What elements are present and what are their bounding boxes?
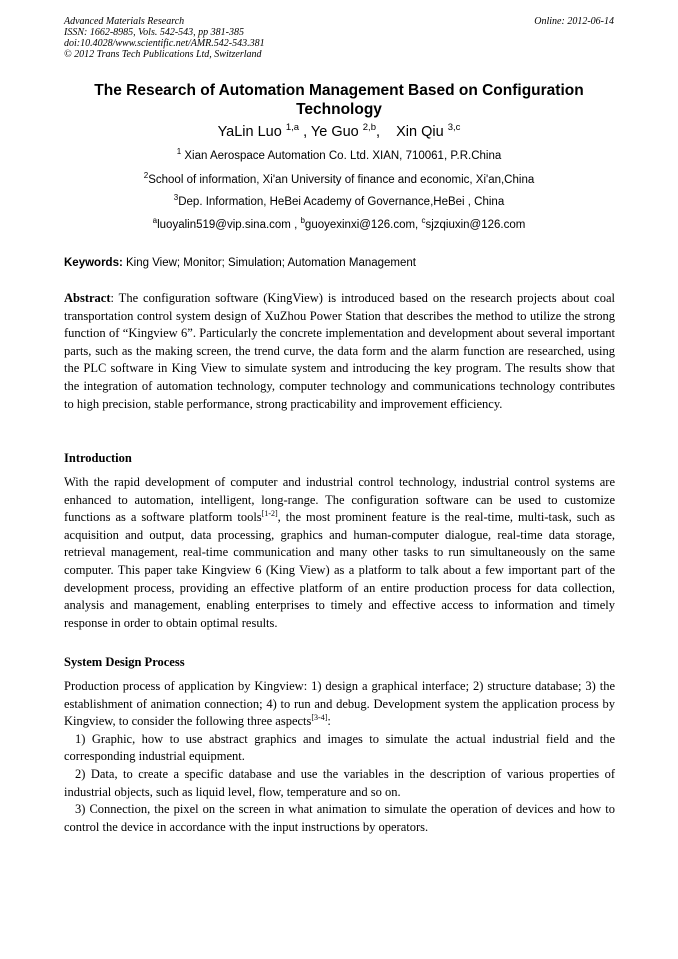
author-name: Ye Guo bbox=[310, 124, 359, 140]
abstract bbox=[64, 290, 615, 413]
affiliation-text: School of information, Xi'an University of finance and economic, Xi'an,China bbox=[148, 174, 535, 186]
system-design-body bbox=[64, 678, 615, 836]
author-name: YaLin Luo bbox=[217, 124, 282, 140]
email-b[interactable]: guoyexinxi@126.com, bbox=[304, 219, 422, 231]
list-item: 3) Connection, the pixel on the screen in what animation to simulate the operation of devices and how to control the device in accordance with the input instructions by operators. bbox=[64, 802, 615, 834]
email-c[interactable]: sjzqiuxin@126.com bbox=[425, 219, 526, 231]
list-item: 2) Data, to create a specific database and use the variables in the description of various properties of industrial objects, such as liquid level, flow, temperature and so on. bbox=[64, 766, 615, 799]
intro-text-b: , the most prominent feature is the real-time, multi-task, such as acquisition and output, data processing, graphics and human-computer dialogue, real-time data storage, retrieval management, real-time communication and many other tasks to run simultaneously on the same computer. This paper take Kingview 6 (King View) as a platform to talk about a few important part of the development process, providing an effective platform of an entire production process for data collection, analysis and management, enabling enterprises to timely and effective access to information and timely response in order to obtain optimal results. bbox=[64, 510, 616, 630]
copyright-line: © 2012 Trans Tech Publications Ltd, Switzerland bbox=[64, 49, 262, 60]
keywords-text: King View; Monitor; Simulation; Automation Management bbox=[122, 257, 416, 269]
author-affil-sup: 2,b bbox=[362, 122, 376, 134]
introduction-body bbox=[64, 474, 615, 632]
author-name: Xin Qiu bbox=[396, 124, 444, 140]
author-affil-sup: 1,a bbox=[285, 122, 300, 134]
affiliation-sup: 1 bbox=[176, 147, 182, 157]
citation[interactable]: [3-4] bbox=[311, 713, 328, 723]
affiliation-sup: 3 bbox=[173, 193, 179, 203]
affiliation-3 bbox=[40, 193, 638, 208]
author-separator: , bbox=[299, 124, 311, 140]
affiliation-1 bbox=[40, 147, 638, 162]
journal-name: Advanced Materials Research bbox=[64, 16, 185, 27]
email-a[interactable]: luoyalin519@vip.sina.com , bbox=[157, 219, 301, 231]
affiliation-text: Xian Aerospace Automation Co. Ltd. XIAN, 710061, P.R.China bbox=[181, 150, 502, 162]
email-sup: a bbox=[152, 216, 158, 226]
introduction-heading: Introduction bbox=[64, 451, 132, 465]
email-sup: b bbox=[300, 216, 305, 226]
running-header bbox=[64, 16, 265, 60]
author-separator: , bbox=[375, 124, 393, 140]
list-item: 1) Graphic, how to use abstract graphics and images to simulate the actual industrial field and the corresponding industrial equipment. bbox=[64, 731, 615, 764]
citation[interactable]: [1-2] bbox=[261, 509, 278, 519]
paper-title: The Research of Automation Management Based on Configuration Technology bbox=[94, 82, 584, 118]
author-list bbox=[40, 124, 638, 140]
system-design-text-a: Production process of application by Kingview: 1) design a graphical interface; 2) structure database; 3) the establishment of animation connection; 4) to run and debug. Development system the application process by Kingview, to consider the following three aspects bbox=[64, 679, 615, 729]
author-affil-sup: 3,c bbox=[447, 122, 461, 134]
affiliation-sup: 2 bbox=[143, 171, 149, 181]
abstract-label: Abstract bbox=[64, 291, 111, 305]
email-sup: c bbox=[421, 216, 426, 226]
intro-text-a: With the rapid development of computer and industrial control technology, industrial control systems are enhanced to automation, intelligent, long-range. The configuration software can be used to customize functions as a software platform tools bbox=[64, 475, 615, 525]
keywords-label: Keywords: bbox=[64, 257, 123, 269]
abstract-text: : The configuration software (KingView) is introduced based on the research projects about coal transportation control system design of XuZhou Power Station that describes the method to utilize the strong function of “Kingview 6”. Particularly the concrete implementation and development about several important parts, such as the making screen, the trend curve, the data form and the alarm function are researched, using the PLC software in King View to simulate system and introducing the key program. The results show that the integration of automation technology, computer technology and communications technology contributes to high precision, stable performance, strong practicability and improvement efficiency. bbox=[64, 291, 615, 411]
online-date: Online: 2012-06-14 bbox=[534, 16, 614, 27]
email-line bbox=[40, 216, 638, 231]
system-design-text-b: : bbox=[327, 714, 331, 729]
issn-line: ISSN: 1662-8985, Vols. 542-543, pp 381-385 bbox=[64, 27, 244, 38]
affiliation-text: Dep. Information, HeBei Academy of Governance,HeBei , China bbox=[178, 196, 505, 208]
doi-link[interactable]: doi:10.4028/www.scientific.net/AMR.542-543.381 bbox=[64, 38, 265, 49]
system-design-heading: System Design Process bbox=[64, 655, 185, 669]
keywords bbox=[64, 257, 416, 269]
affiliation-2 bbox=[40, 171, 638, 186]
